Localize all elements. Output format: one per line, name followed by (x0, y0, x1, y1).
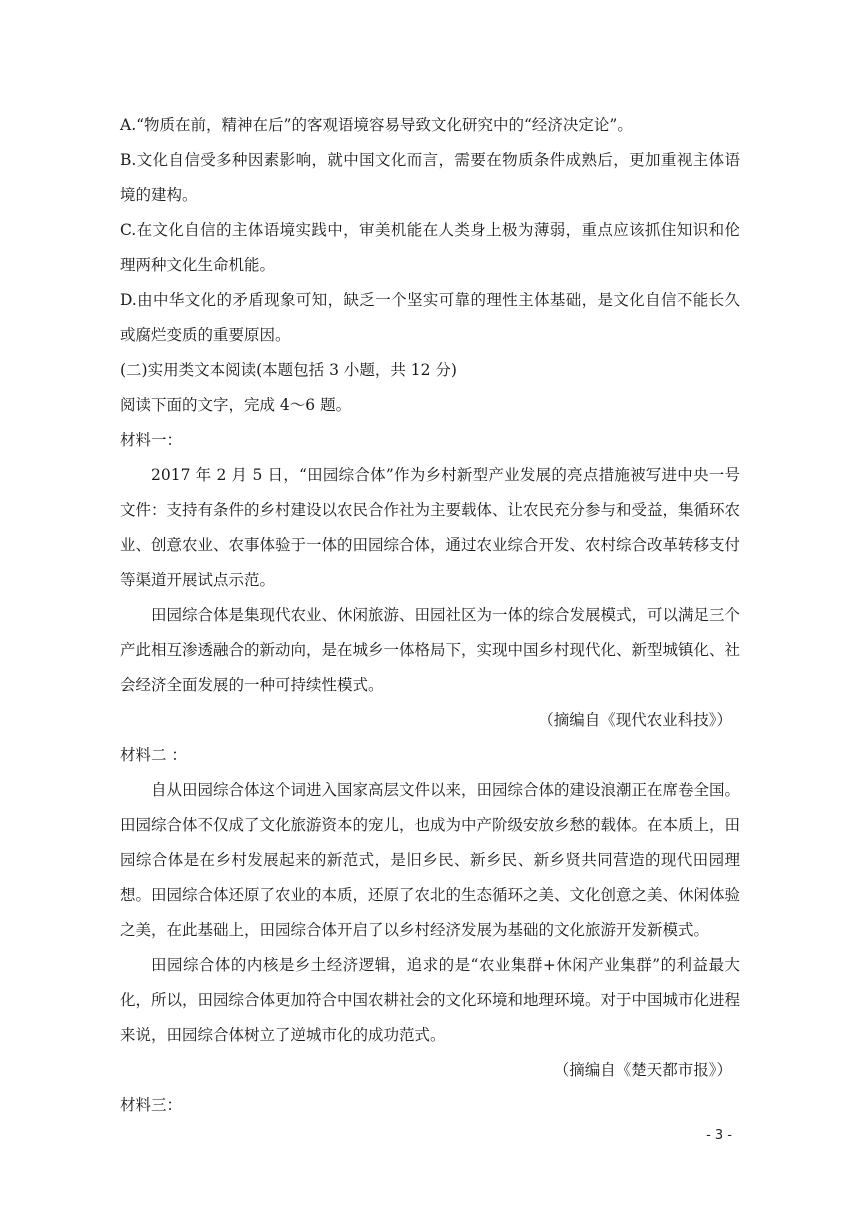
material-one-source: （摘编自《现代农业科技》） (538, 711, 732, 729)
material-two-label: 材料二 ： (120, 746, 187, 764)
material-two-paragraph: 田园综合体的内核是乡土经济逻辑，追求的是“农业集群+休闲产业集群”的利益最大化，所以，田园综合体更加符合中国农耕社会的文化环境和地理环境。对于中国城市化进程来说，田园综合体树立了逆城市化的成功范式。 (120, 956, 741, 1044)
material-one-paragraph: 田园综合体是集现代农业、休闲旅游、田园社区为一体的综合发展模式，可以满足三个产此相互渗透融合的新动向，是在城乡一体格局下，实现中国乡村现代化、新型城镇化、社会经济全面发展的一种可持续性模式。 (120, 606, 741, 694)
page-content (120, 108, 740, 1123)
material-one-label: 材料一： (120, 431, 183, 449)
option-d: D.由中华文化的矛盾现象可知，缺乏一个坚实可靠的理性主体基础，是文化自信不能长久或腐烂变质的重要原因。 (120, 291, 740, 344)
material-three-label: 材料三： (120, 1096, 183, 1114)
option-c: C.在文化自信的主体语境实践中，审美机能在人类身上极为薄弱，重点应该抓住知识和伦理两种文化生命机能。 (120, 221, 740, 274)
page-number: - 3 - (706, 1128, 732, 1143)
section-heading: (二)实用类文本阅读(本题包括 3 小题，共 12 分) (120, 361, 457, 379)
material-two-source: （摘编自《楚天都市报》） (553, 1061, 732, 1079)
option-b: B.文化自信受多种因素影响，就中国文化而言，需要在物质条件成熟后，更加重视主体语境的建构。 (120, 151, 740, 204)
material-two-paragraph: 自从田园综合体这个词进入国家高层文件以来，田园综合体的建设浪潮正在席卷全国。田园综合体不仅成了文化旅游资本的宠儿，也成为中产阶级安放乡愁的载体。在本质上，田园综合体是在乡村发展起来的新范式，是旧乡民、新乡民、新乡贤共同营造的现代田园理想。田园综合体还原了农业的本质，还原了农北的生态循环之美、文化创意之美、休闲体验之美，在此基础上，田园综合体开启了以乡村经济发展为基础的文化旅游开发新模式。 (120, 781, 741, 939)
reading-instruction: 阅读下面的文字，完成 4～6 题。 (120, 396, 352, 414)
material-one-paragraph: 2017 年 2 月 5 日，“田园综合体”作为乡村新型产业发展的亮点措施被写进中央一号文件：支持有条件的乡村建设以农民合作社为主要载体、让农民充分参与和受益，集循环农业、创意农业、农事体验于一体的田园综合体，通过农业综合开发、农村综合改革转移支付等渠道开展试点示范。 (120, 466, 741, 589)
option-a: A.“物质在前，精神在后”的客观语境容易导致文化研究中的“经济决定论”。 (120, 116, 633, 134)
